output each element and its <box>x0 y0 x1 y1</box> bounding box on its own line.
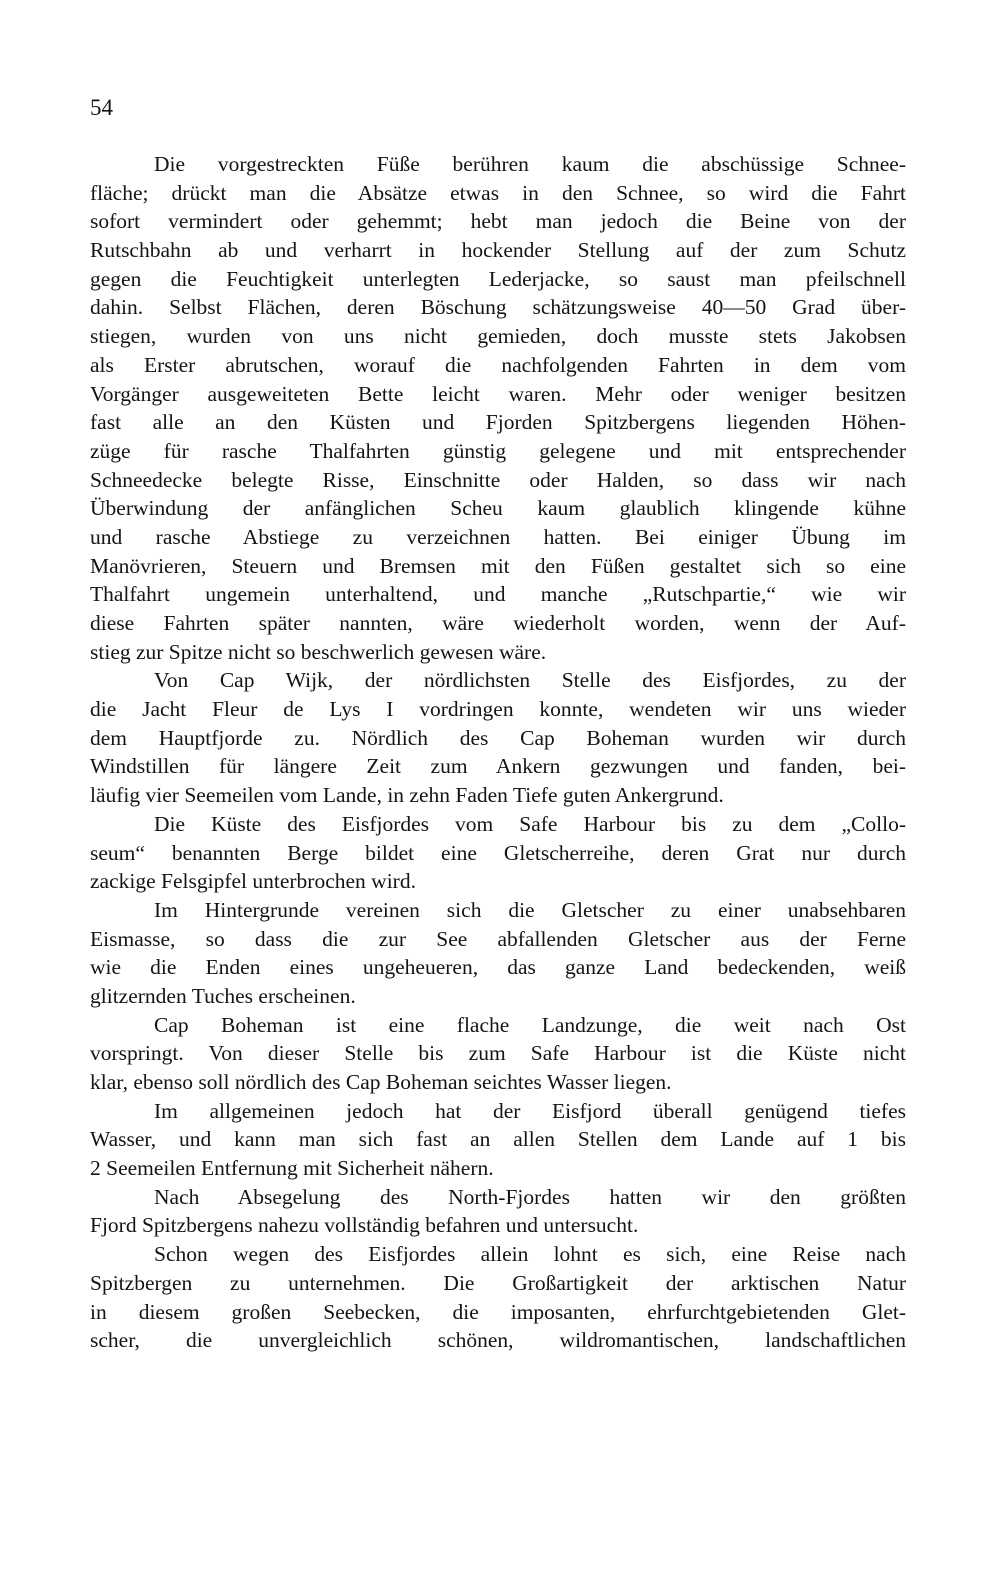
text-line: dahin. Selbst Flächen, deren Böschung schätzungsweise 40—50 Grad über- <box>90 295 906 320</box>
text-line: Manövrieren, Steuern und Bremsen mit den Füßen gestaltet sich so eine <box>90 553 906 578</box>
text-line: Die Küste des Eisfjordes vom Safe Harbour bis zu dem „Collo- <box>154 811 906 836</box>
text-line: fast alle an den Küsten und Fjorden Spitzbergens liegenden Höhen- <box>90 410 906 435</box>
text-line: Von Cap Wijk, der nördlichsten Stelle des Eisfjordes, zu der <box>154 668 906 693</box>
text-line: Spitzbergen zu unternehmen. Die Großartigkeit der arktischen Natur <box>90 1270 906 1295</box>
text-line: Schon wegen des Eisfjordes allein lohnt es sich, eine Reise nach <box>154 1242 906 1267</box>
text-line: Fjord Spitzbergens nahezu vollständig befahren und untersucht. <box>90 1213 639 1238</box>
text-line: dem Hauptfjorde zu. Nördlich des Cap Boheman wurden wir durch <box>90 725 906 750</box>
text-line: glitzernden Tuches erscheinen. <box>90 983 356 1008</box>
text-line: klar, ebenso soll nördlich des Cap Boheman seichtes Wasser liegen. <box>90 1070 672 1094</box>
text-line: vorspringt. Von dieser Stelle bis zum Safe Harbour ist die Küste nicht <box>90 1041 906 1066</box>
text-line: scher, die unvergleichlich schönen, wildromantischen, landschaftlichen <box>90 1328 906 1353</box>
text-line: in diesem großen Seebecken, die imposanten, ehrfurchtgebietenden Glet- <box>90 1299 906 1324</box>
text-line: Nach Absegelung des North-Fjordes hatten wir den größten <box>154 1184 906 1209</box>
text-line: Im Hintergrunde vereinen sich die Gletscher zu einer unabsehbaren <box>154 897 906 922</box>
text-line: 2 Seemeilen Entfernung mit Sicherheit nähern. <box>90 1156 494 1181</box>
text-line: Wasser, und kann man sich fast an allen Stellen dem Lande auf 1 bis <box>90 1127 906 1152</box>
text-line: Windstillen für längere Zeit zum Ankern gezwungen und fanden, bei- <box>90 754 906 779</box>
text-line: stiegen, wurden von uns nicht gemieden, doch musste stets Jakobsen <box>90 324 906 349</box>
text-line: sofort vermindert oder gehemmt; hebt man jedoch die Beine von der <box>90 209 906 234</box>
body-text <box>90 150 906 1355</box>
text-line: Rutschbahn ab und verharrt in hockender Stellung auf der zum Schutz <box>90 238 906 263</box>
text-line: züge für rasche Thalfahrten günstig gelegene und mit entsprechender <box>90 438 906 463</box>
text-line: seum“ benannten Berge bildet eine Gletscherreihe, deren Grat nur durch <box>90 840 906 865</box>
text-line: Überwindung der anfänglichen Scheu kaum glaublich klingende kühne <box>90 496 906 521</box>
text-line: stieg zur Spitze nicht so beschwerlich gewesen wäre. <box>90 639 547 664</box>
text-line: gegen die Feuchtigkeit unterlegten Lederjacke, so saust man pfeilschnell <box>90 266 906 291</box>
text-line: die Jacht Fleur de Lys I vordringen konnte, wendeten wir uns wieder <box>90 697 906 722</box>
text-line: läufig vier Seemeilen vom Lande, in zehn Faden Tiefe guten Ankergrund. <box>90 783 724 808</box>
text-line: wie die Enden eines ungeheueren, das ganze Land bedeckenden, weiß <box>90 955 906 980</box>
text-line: zackige Felsgipfel unterbrochen wird. <box>90 869 416 894</box>
text-line: Die vorgestreckten Füße berühren kaum die abschüssige Schnee- <box>154 152 906 176</box>
text-line: Schneedecke belegte Risse, Einschnitte oder Halden, so dass wir nach <box>90 467 906 492</box>
text-line: Eismasse, so dass die zur See abfallenden Gletscher aus der Ferne <box>90 926 906 951</box>
text-line: und rasche Abstiege zu verzeichnen hatten. Bei einiger Übung im <box>90 524 906 549</box>
text-line: fläche; drückt man die Absätze etwas in den Schnee, so wird die Fahrt <box>90 180 906 205</box>
text-line: Im allgemeinen jedoch hat der Eisfjord überall genügend tiefes <box>154 1098 906 1123</box>
text-line: als Erster abrutschen, worauf die nachfolgenden Fahrten in dem vom <box>90 352 906 377</box>
text-line: Vorgänger ausgeweiteten Bette leicht waren. Mehr oder weniger besitzen <box>90 381 906 406</box>
text-line: Thalfahrt ungemein unterhaltend, und manche „Rutschpartie,“ wie wir <box>90 582 906 607</box>
text-line: diese Fahrten später nannten, wäre wiederholt worden, wenn der Auf- <box>90 611 906 635</box>
text-line: Cap Boheman ist eine flache Landzunge, die weit nach Ost <box>154 1012 906 1037</box>
page-number: 54 <box>90 95 113 120</box>
